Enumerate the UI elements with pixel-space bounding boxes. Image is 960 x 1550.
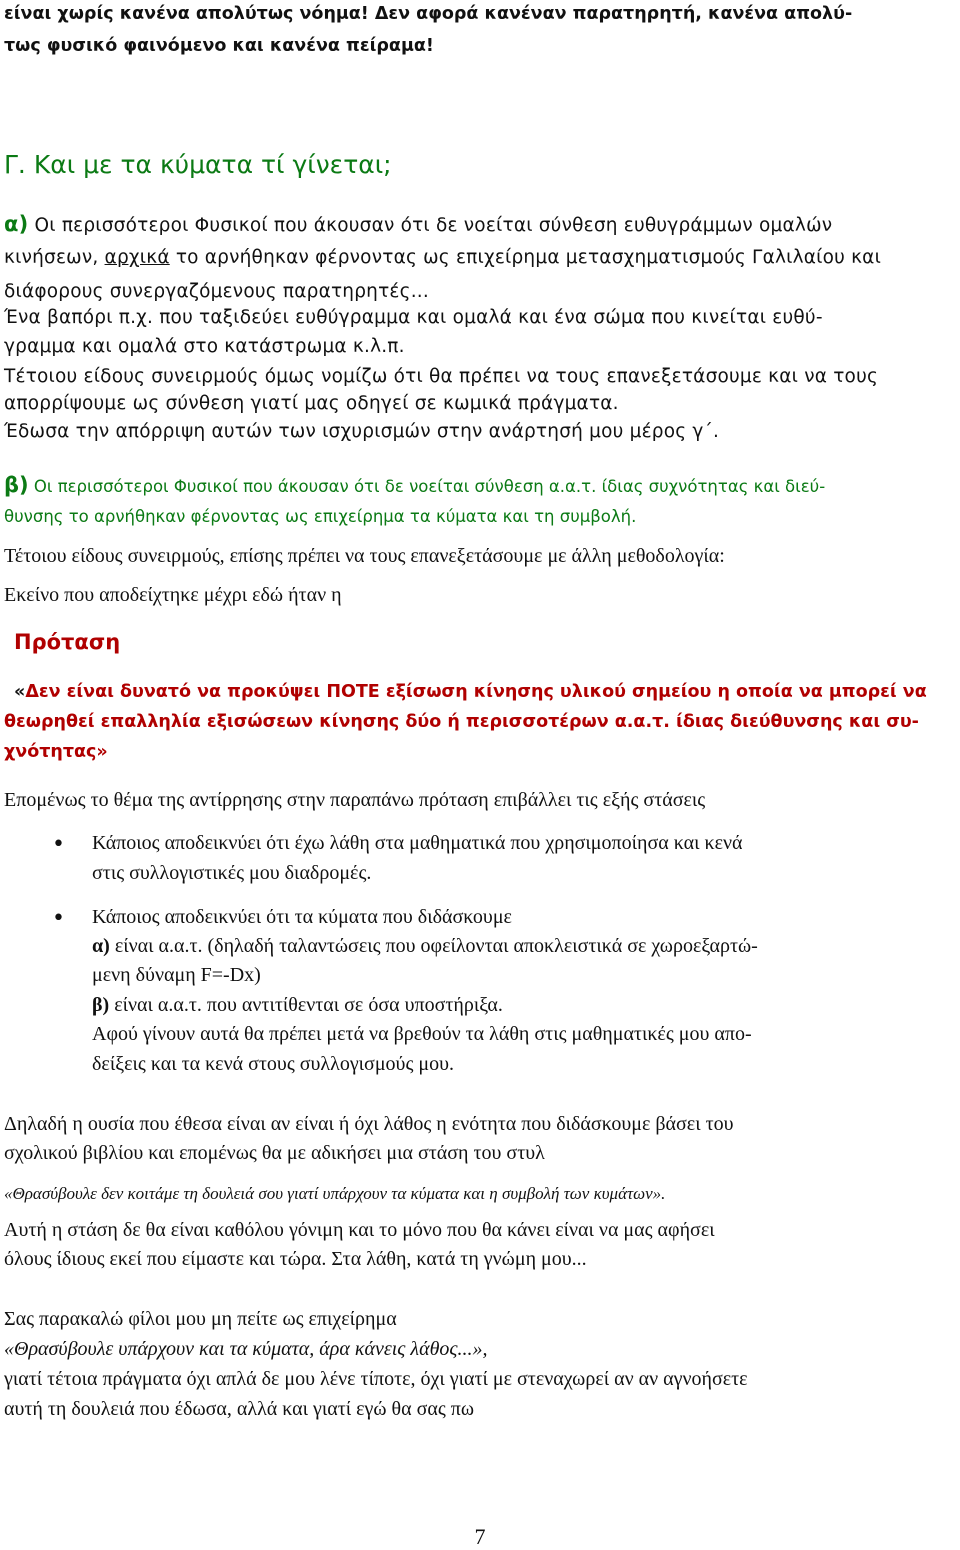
text-line: Τέτοιου είδους συνειρμούς όμως νομίζω ότι θα πρέπει να τους επανεξετάσουμε και να τους bbox=[4, 366, 879, 387]
list-item-line: Αφού γίνουν αυτά θα πρέπει μετά να βρεθούν τα λάθη στις μαθηματικές μου απο- bbox=[92, 1023, 752, 1045]
proposition-heading: Πρόταση bbox=[14, 630, 121, 654]
bullet-icon: • bbox=[52, 832, 65, 857]
text-line: τως φυσικό φαινόμενο και κανένα πείραμα! bbox=[4, 36, 434, 56]
list-item-line: Κάποιος αποδεικνύει ότι έχω λάθη στα μαθηματικά που χρησιμοποίησα και κενά bbox=[92, 832, 743, 854]
item-label-b: β) bbox=[4, 473, 29, 497]
text-line: Αυτή η στάση δε θα είναι καθόλου γόνιμη και το μόνο που θα κάνει είναι να μας αφήσει bbox=[4, 1219, 715, 1241]
text-line: θεωρηθεί επαλληλία εξισώσεων κίνησης δύο ή περισσοτέρων α.α.τ. ίδιας διεύθυνσης και συ- bbox=[4, 712, 919, 732]
item-label-a: α) bbox=[4, 212, 29, 236]
list-item-line: Κάποιος αποδεικνύει ότι τα κύματα που διδάσκουμε bbox=[92, 906, 512, 928]
quote-line: «Θρασύβουλε υπάρχουν και τα κύματα, άρα κάνεις λάθος...», bbox=[4, 1338, 488, 1360]
text-line: σχολικού βιβλίου και επομένως θα με αδικήσει μια στάση του στυλ bbox=[4, 1142, 545, 1164]
text-line: όλους ίδιους εκεί που είμαστε και τώρα. Στα λάθη, κατά τη γνώμη μου... bbox=[4, 1248, 587, 1270]
text-line: Έδωσα την απόρριψη αυτών των ισχυρισμών στην ανάρτησή μου μέρος γ΄. bbox=[4, 421, 720, 442]
text-line: διάφορους συνεργαζόμενους παρατηρητές... bbox=[4, 281, 429, 302]
text-line: Δηλαδή η ουσία που έθεσα είναι αν είναι ή όχι λάθος η ενότητα που διδάσκουμε βάσει του bbox=[4, 1113, 734, 1135]
list-item-line: β) είναι α.α.τ. που αντιτίθενται σε όσα υποστήριξα. bbox=[92, 994, 503, 1016]
text-line: Σας παρακαλώ φίλοι μου μη πείτε ως επιχείρημα bbox=[4, 1308, 397, 1330]
section-heading: Γ. Και με τα κύματα τί γίνεται; bbox=[4, 150, 392, 179]
list-item-line: δείξεις και τα κενά στους συλλογισμούς μου. bbox=[92, 1053, 454, 1075]
list-item-line: μενη δύναμη F=-Dx) bbox=[92, 964, 261, 986]
list-item-line: στις συλλογιστικές μου διαδρομές. bbox=[92, 862, 372, 884]
text-line: χνότητας» bbox=[4, 742, 108, 762]
text-line: κινήσεων, αρχικά το αρνήθηκαν φέρνοντας ως επιχείρημα μετασχηματισμούς Γαλιλαίου και bbox=[4, 247, 882, 268]
text-line: α) Οι περισσότεροι Φυσικοί που άκουσαν ότι δε νοείται σύνθεση ευθυγράμμων ομαλών bbox=[4, 212, 833, 236]
quote-line: «Θρασύβουλε δεν κοιτάμε τη δουλειά σου γιατί υπάρχουν τα κύματα και η συμβολή των κυμάτων». bbox=[4, 1184, 666, 1203]
text-line: Επομένως το θέμα της αντίρρησης στην παραπάνω πρόταση επιβάλλει τις εξής στάσεις bbox=[4, 789, 706, 811]
text-line: θυνσης το αρνήθηκαν φέρνοντας ως επιχείρημα τα κύματα και τη συμβολή. bbox=[4, 507, 637, 526]
text-line: απορρίψουμε ως σύνθεση γιατί μας οδηγεί σε κωμικά πράγματα. bbox=[4, 393, 619, 414]
bullet-icon: • bbox=[52, 906, 65, 931]
text-line: β) Οι περισσότεροι Φυσικοί που άκουσαν ότι δε νοείται σύνθεση α.α.τ. ίδιας συχνότητας και διεύ- bbox=[4, 473, 826, 497]
text-line: Τέτοιου είδους συνειρμούς, επίσης πρέπει να τους επανεξετάσουμε με άλλη μεθοδολογία: bbox=[4, 545, 725, 567]
text-line: γραμμα και ομαλά στο κατάστρωμα κ.λ.π. bbox=[4, 336, 405, 357]
text-line: «Δεν είναι δυνατό να προκύψει ΠΟΤΕ εξίσωση κίνησης υλικού σημείου η οποία να μπορεί να bbox=[14, 682, 927, 702]
text-line: Ένα βαπόρι π.χ. που ταξιδεύει ευθύγραμμα και ομαλά και ένα σώμα που κινείται ευθύ- bbox=[4, 307, 823, 328]
page-number: 7 bbox=[474, 1524, 486, 1549]
text-line: αυτή τη δουλειά που έδωσα, αλλά και γιατί εγώ θα σας πω bbox=[4, 1398, 475, 1420]
text-line: γιατί τέτοια πράγματα όχι απλά δε μου λένε τίποτε, όχι γιατί με στεναχωρεί αν αν αγνοήσετε bbox=[4, 1368, 748, 1390]
text-line: είναι χωρίς κανένα απολύτως νόημα! Δεν αφορά κανέναν παρατηρητή, κανένα απολύ- bbox=[4, 4, 853, 24]
text-line: Εκείνο που αποδείχτηκε μέχρι εδώ ήταν η bbox=[4, 584, 342, 606]
list-item-line: α) είναι α.α.τ. (δηλαδή ταλαντώσεις που οφείλονται αποκλειστικά σε χωροεξαρτώ- bbox=[92, 935, 758, 957]
